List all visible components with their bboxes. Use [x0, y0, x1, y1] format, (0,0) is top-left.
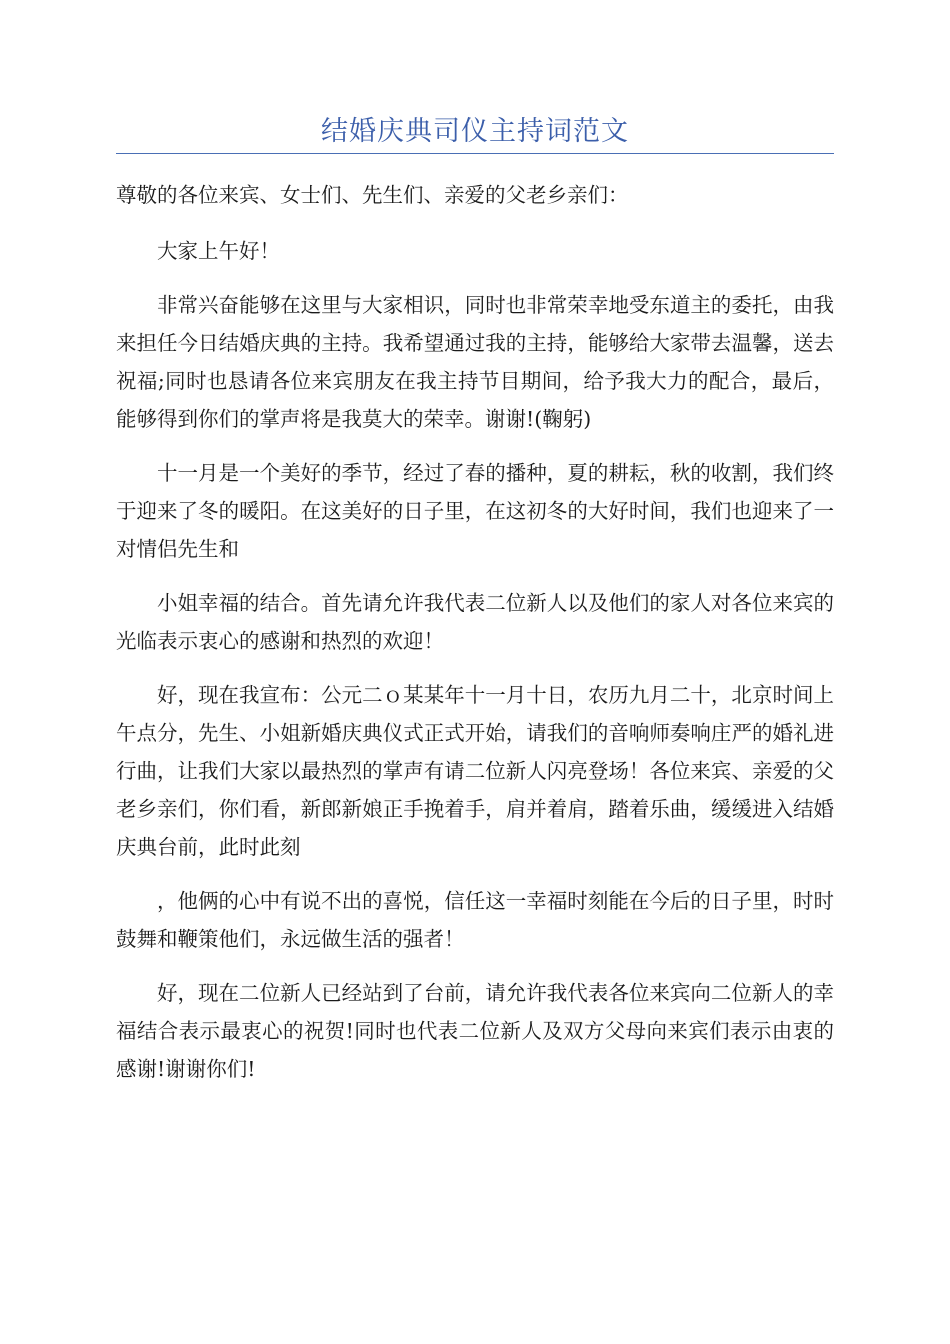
body-paragraph: ，他俩的心中有说不出的喜悦，信任这一幸福时刻能在今后的日子里，时时鼓舞和鞭策他们，永远做生活的强者！ — [116, 889, 834, 951]
body-paragraph: 好，现在我宣布：公元二ｏ某某年十一月十日，农历九月二十，北京时间上午点分，先生、小姐新婚庆典仪式正式开始，请我们的音响师奏响庄严的婚礼进行曲，让我们大家以最热烈的掌声有请二位新人闪亮登场！各位来宾、亲爱的父老乡亲们，你们看，新郎新娘正手挽着手，肩并着肩，踏着乐曲，缓缓进入结婚庆典台前，此时此刻 — [116, 683, 834, 859]
document-title: 结婚庆典司仪主持词范文 — [321, 116, 629, 147]
greeting-paragraph: 大家上午好！ — [157, 239, 280, 263]
body-paragraph: 十一月是一个美好的季节，经过了春的播种，夏的耕耘，秋的收割，我们终于迎来了冬的暖阳。在这美好的日子里，在这初冬的大好时间，我们也迎来了一对情侣先生和 — [116, 461, 834, 561]
body-paragraph: 非常兴奋能够在这里与大家相识，同时也非常荣幸地受东道主的委托，由我来担任今日结婚庆典的主持。我希望通过我的主持，能够给大家带去温馨，送去祝福;同时也恳请各位来宾朋友在我主持节目期间，给予我大力的配合，最后，能够得到你们的掌声将是我莫大的荣幸。谢谢!(鞠躬) — [116, 293, 834, 431]
body-paragraph: 好，现在二位新人已经站到了台前，请允许我代表各位来宾向二位新人的幸福结合表示最衷心的祝贺!同时也代表二位新人及双方父母向来宾们表示由衷的感谢!谢谢你们! — [116, 981, 834, 1081]
salutation-paragraph: 尊敬的各位来宾、女士们、先生们、亲爱的父老乡亲们： — [116, 183, 629, 207]
title-underline — [116, 153, 834, 154]
document-body — [116, 176, 834, 1104]
body-paragraph: 小姐幸福的结合。首先请允许我代表二位新人以及他们的家人对各位来宾的光临表示衷心的感谢和热烈的欢迎！ — [116, 591, 834, 653]
